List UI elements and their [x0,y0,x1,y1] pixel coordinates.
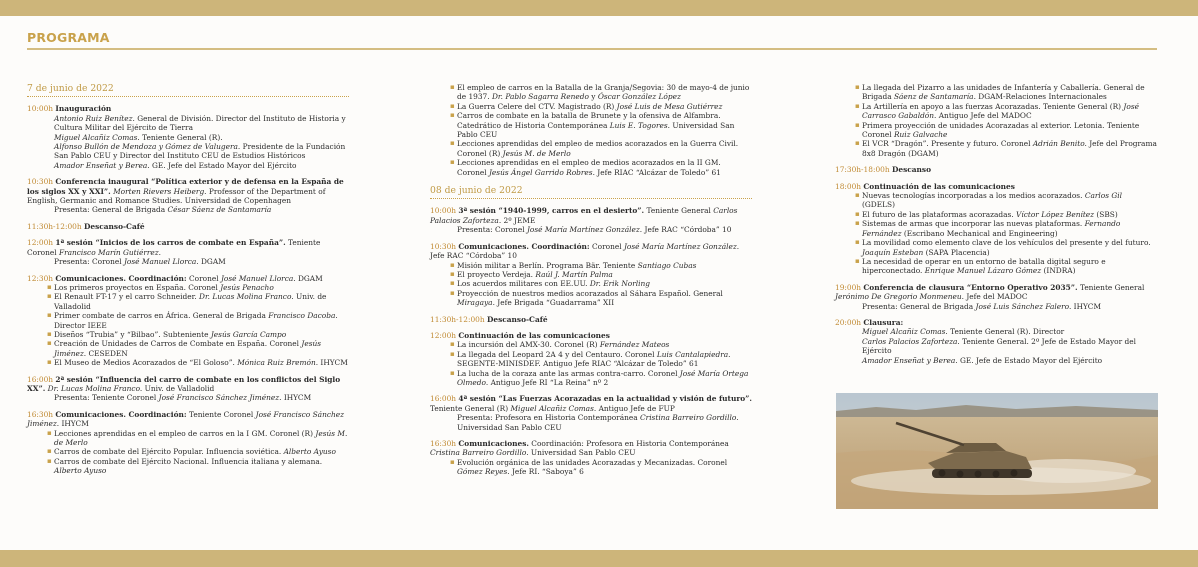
session-heading [835,283,1157,302]
text-span: (GDELS) [862,200,895,210]
session-detail-line [430,225,752,234]
session-bullet-item [27,457,349,476]
person-name: Sáenz de Santamaría. [893,92,976,102]
person-name: Dr. Lucas Molina Franco. [45,383,143,393]
person-name: Carlos Gil [1084,191,1122,201]
session-time: 16:00h [430,394,459,404]
program-session [27,274,349,368]
session-bullet-item [27,358,349,367]
person-name: Alfonso Bullón de Mendoza y Gómez de Valugera. [54,142,241,152]
person-name: Alberto Ayuso [283,447,336,457]
person-name: Víctor López Benítez [1016,209,1095,219]
text-span: Teniente General [644,206,714,216]
page-title: PROGRAMA [27,30,110,45]
session-bullet-item [430,139,752,158]
person-name: Miguel Alcañiz Comas. [510,403,597,413]
session-bullet-item [430,369,752,388]
text-span: Misión militar a Berlín. Programa Bär. Teniente [457,260,638,270]
text-span: Antiguo Jefe del MADOC [936,111,1032,121]
text-span: Presidente de la Fundación San Pablo CEU y Director del Instituto CEU de Estudios Históricos [54,142,346,161]
text-span: La movilidad como elemento clave de los vehículos del presente y del futuro. [862,238,1151,248]
tank-in-desert-image [836,393,1158,509]
text-span: El Renault FT-17 y el carro Schneider. [54,292,200,302]
session-bullet-item [835,121,1157,140]
person-name: Dr. Lucas Molina Franco. [199,292,294,302]
program-session [27,104,349,170]
text-span: La Guerra Celere del CTV. Magistrado (R) [457,101,617,111]
session-time: 10:30h [430,241,459,251]
program-session [430,331,752,387]
program-session [27,238,349,266]
session-title: Continuación de las comunicaciones [863,181,1015,191]
text-span: El empleo de carros en la Batalla de la Granja/Segovia: 30 de mayo-4 de junio de 1937. [457,83,750,102]
text-span: Presenta: Coronel [457,225,527,235]
session-title: Inauguración [55,104,112,114]
text-span: IHYCM [281,393,312,403]
session-heading [430,242,752,261]
session-bullet-item [835,219,1157,238]
session-bullet-item [835,210,1157,219]
session-bullet-item [430,111,752,139]
program-session [430,83,752,177]
session-title: Comunicaciones. Coordinación: [55,273,187,283]
person-name: José Francisco Sánchez Jiménez. [158,393,282,403]
session-detail-line [27,205,349,214]
person-name: Alberto Ayuso [54,466,107,476]
text-span: La lucha de la coraza ante las armas contra-carro. Coronel [457,368,680,378]
text-span: Universidad San Pablo CEU [528,448,636,458]
title-divider [27,48,1157,50]
person-name: José Manuel Llorca. [123,257,199,267]
text-span: Sistemas de armas que incorporar las nuevas plataformas. [862,219,1085,229]
text-span: Universidad San Pablo CEU [457,422,562,432]
session-bullet-item [835,191,1157,210]
session-detail-line [27,257,349,266]
session-heading [27,274,349,283]
text-span: Jefe RI. “Saboya” 6 [509,467,584,477]
text-span: IHYCM [318,358,348,368]
session-bullet-item [27,339,349,358]
session-title: Clausura: [863,317,904,327]
text-span: Jefe del MADOC [964,292,1028,302]
session-time: 11:30h-12:00h [27,221,84,231]
session-bullet-item [835,102,1157,121]
text-span: Jefe del Programa 8x8 Dragón (DGAM) [862,139,1157,158]
session-bullet-item [430,158,752,177]
text-span: (SBS) [1094,209,1118,219]
text-span: Univ. de Valladolid [142,383,215,393]
person-name: Amador Enseñat y Berea. [54,160,150,170]
session-detail-line [835,302,1157,311]
text-span: Nuevas tecnologías incorporadas a los medios acorazados. [862,191,1085,201]
session-heading [430,206,752,225]
person-name: Carlos Palacios Zaforteza. [430,206,738,225]
text-span: Professor of the Department of English, Germanic and Romance Studies. Universidad de Copenhagen [27,186,326,206]
text-span: DGAM [198,257,226,267]
day-heading: 08 de junio de 2022 [430,186,752,199]
program-session [835,318,1157,365]
text-span: Teniente General (R) [430,403,511,413]
session-bullet-item [430,458,752,477]
person-name: José María Ortega Olmedo. [457,368,749,387]
person-name: Francisco Dacoba. [268,311,338,321]
session-title: Comunicaciones. Coordinación: [55,409,187,419]
session-detail-line [835,327,1157,336]
text-span: Jefe Brigada “Guadarrama” XII [494,298,615,308]
person-name: Luis E. Togores. [609,120,671,130]
text-span: Lecciones aprendidas en el empleo de carros en la I GM. Coronel (R) [54,428,316,438]
person-name: Jerónimo De Gregorio Monmeneu. [835,292,964,302]
person-name: Morten Rievers Heiberg. [110,186,207,196]
session-bullet-item [430,289,752,308]
program-column-2 [430,83,752,477]
person-name: Jesús Penacho [220,282,274,292]
person-name: Jesús Ángel Garrido Robres. [488,167,595,177]
session-time: 12:00h [430,330,459,340]
program-session [835,283,1157,311]
program-session [430,439,752,477]
session-title: 4ª sesión “Las Fuerzas Acorazadas en la actualidad y visión de futuro”. [458,394,752,404]
text-span: y [588,92,598,102]
session-heading [27,410,349,429]
person-name: Joaquín Esteban [862,247,924,257]
text-span: IHYCM [59,419,89,429]
text-span: Presenta: General de Brigada [862,301,976,311]
program-session [430,242,752,308]
text-span: Jefe RIAC “Alcázar de Toledo” 61 [594,167,721,177]
person-name: Dr. Pablo Sagarra Renedo [491,92,589,102]
top-band [0,0,1198,16]
session-heading [835,165,1157,174]
text-span: Primer combate de carros en África. General de Brigada [54,311,269,321]
text-span: Teniente General. 2º Jefe de Estado Mayor del Ejército [862,336,1136,356]
text-span: Jefe RAC “Córdoba” 10 [430,251,517,261]
program-column-1 [27,84,349,476]
text-span: Teniente General [1077,282,1145,292]
session-heading [27,375,349,394]
person-name: Gómez Reyes. [457,467,510,477]
text-span: Diseños “Trubia” y “Bilbao”. Subteniente [54,329,211,339]
session-bullet-item [430,350,752,369]
text-span: Universidad San Pablo CEU [457,120,735,140]
bottom-band [0,550,1198,567]
session-bullet-item [430,261,752,270]
session-heading [430,331,752,340]
text-span: La llegada del Leopard 2A 4 y del Centauro. Coronel [457,349,657,359]
text-span: Presenta: Coronel [54,257,124,267]
session-detail-line [27,114,349,133]
tank-photo [836,393,1158,509]
program-session [430,315,752,324]
session-title: 3ª sesión “1940-1999, carros en el desierto”. [458,206,645,216]
session-detail-line [27,393,349,402]
program-column-3 [835,83,1157,365]
person-name: José María Martínez González. [623,241,740,251]
text-span: Evolución orgánica de las unidades Acorazadas y Mecanizadas. Coronel [457,457,728,467]
session-bullet-item [27,311,349,330]
person-name: José María Martínez González. [526,225,643,235]
text-span: Creación de Unidades de Carros de Combate en España. Coronel [54,339,302,349]
session-bullet-item [27,447,349,456]
person-name: Amador Enseñat y Berea. [862,355,958,365]
text-span: El Museo de Medios Acorazados de “El Goloso”. [54,358,238,368]
program-session [430,394,752,432]
text-span: El futuro de las plataformas acorazadas. [862,209,1017,219]
program-session [27,177,349,215]
person-name: Francisco Marín Gutiérrez. [58,247,162,257]
text-span: La Artillería en apoyo a las fuerzas Acorazadas. Teniente General (R) [862,101,1124,111]
session-time: 10:00h [430,206,459,216]
text-span: La llegada del Pizarro a las unidades de Infantería y Caballería. General de Brigada [862,83,1145,102]
text-span: Primera proyección de unidades Acorazadas al exterior. Letonia. Teniente Coronel [862,120,1140,140]
text-span: General de División. Director del Instituto de Historia y Cultura Militar del Ejército de Tierra [54,113,346,133]
session-bullet-item [835,83,1157,102]
text-span: Director IEEE [54,320,107,330]
session-time: 19:00h [835,282,864,292]
text-span: Teniente Coronel [27,238,321,257]
program-session [27,410,349,476]
text-span: Coronel [186,273,221,283]
text-span: Presenta: Profesora en Historia Contemporánea [457,413,640,423]
text-span: Univ. de Valladolid [54,292,327,311]
text-span: Los primeros proyectos en España. Coronel [54,282,221,292]
person-name: José Manuel Llorca. [220,273,296,283]
person-name: Antonio Ruiz Benítez. [54,113,135,123]
session-heading [430,315,752,324]
session-detail-line [27,133,349,142]
session-detail-line [27,142,349,161]
session-title: 2ª sesión “Influencia del carro de combate en los conflictos del Siglo XX”. [27,374,341,393]
session-heading [27,222,349,231]
text-span: La incursión del AMX-30. Coronel (R) [457,340,600,350]
session-time: 12:30h [27,273,56,283]
session-time: 20:00h [835,317,864,327]
session-bullet-item [27,429,349,448]
text-span: (SAPA Placencia) [923,247,990,257]
session-bullet-item [430,279,752,288]
person-name: Raúl J. Martín Palma [535,269,613,279]
session-bullet-item [835,257,1157,276]
session-title: Continuación de las comunicaciones [458,330,610,340]
text-span: Carros de combate en la batalla de Brunete y la ofensiva de Alfambra. Catedrático de Historia Contemporánea [457,111,721,130]
person-name: Miragaya. [457,298,495,308]
text-span: Antiguo Jefe RI “La Reina” nº 2 [488,377,609,387]
person-name: Dr. Erik Norling [589,279,651,289]
session-bullet-item [430,102,752,111]
text-span: El proyecto Verdeja. [457,269,536,279]
session-time: 16:30h [27,409,56,419]
person-name: Miguel Alcañiz Comas. [862,327,948,337]
program-session [835,83,1157,158]
text-span: (Escribano Mechanical and Engineering) [901,228,1058,238]
program-session [430,206,752,234]
person-name: Fernández Mateos [599,340,670,350]
text-span: Coordinación: Profesora en Historia Contemporánea [528,439,729,448]
session-bullet-item [430,340,752,349]
text-span: Carros de combate del Ejército Nacional. Influencia italiana y alemana. [54,456,323,466]
session-heading [430,394,752,413]
session-title: Descanso-Café [486,314,548,324]
person-name: José Carrasco Gabaldón. [862,101,1139,121]
text-span: Teniente General (R). [139,132,223,142]
text-span: Teniente Coronel [186,409,256,419]
person-name: José Luis Sánchez Falero. [975,301,1072,311]
text-span: CESEDEN [86,348,128,358]
person-name: Santiago Cubas [637,260,697,270]
person-name: César Sáenz de Santamaría [167,205,272,215]
session-bullet-item [27,283,349,292]
person-name: Jesús Jiménez. [54,339,322,358]
session-time: 10:00h [27,104,56,114]
person-name: Luis Cantalapiedra. [656,349,731,359]
session-detail-line [430,413,752,432]
session-heading [430,439,752,458]
text-span: Carros de combate del Ejército Popular. Influencia soviética. [54,447,284,457]
person-name: José Francisco Sánchez Jiménez. [27,409,344,429]
session-title: Descanso [891,165,931,175]
person-name: Adrián Benito. [1032,139,1087,149]
session-heading [27,238,349,257]
text-span: DGAM [295,273,323,283]
session-heading [27,104,349,113]
session-time: 16:30h [430,439,459,448]
person-name: Jesús García Campo [210,329,287,339]
text-span: Presenta: General de Brigada [54,205,168,215]
program-session [835,182,1157,276]
text-span: Antiguo Jefe de FUP [596,403,675,413]
text-span: Coronel [589,241,624,251]
person-name: Enrique Manuel Lázaro Gómez [924,266,1042,276]
text-span: 2º JEME [501,215,536,225]
text-span: Los acuerdos militares con EE.UU. [457,279,590,289]
text-span: (INDRA) [1041,266,1076,276]
text-span: Jefe RAC “Córdoba” 10 [642,225,732,235]
day-heading: 7 de junio de 2022 [27,84,349,97]
text-span: IHYCM [1071,301,1102,311]
person-name: Jesús M. de Merlo [502,148,571,158]
session-heading [835,318,1157,327]
program-session [835,165,1157,174]
person-name: Cristina Barreiro Gordillo. [430,448,529,458]
text-span: La necesidad de operar en un entorno de batalla digital seguro e hiperconectado. [862,256,1106,276]
text-span: SEGENTE-MINISDEF. Antiguo Jefe RIAC “Alcázar de Toledo” 61 [457,359,699,369]
program-session [27,222,349,231]
session-title: Descanso-Café [83,221,145,231]
session-title: Comunicaciones. Coordinación: [458,241,590,251]
session-time: 17:30h-18:00h [835,165,892,175]
session-heading [835,182,1157,191]
session-bullet-item [27,292,349,311]
session-bullet-item [27,330,349,339]
program-session [27,375,349,403]
session-time: 12:00h [27,238,56,248]
text-span: Lecciones aprendidas del empleo de medios acorazados en la Guerra Civil. Coronel (R) [457,139,739,158]
session-detail-line [835,337,1157,356]
text-span: GE. Jefe de Estado Mayor del Ejército [957,355,1103,365]
session-detail-line [27,161,349,170]
text-span: Proyección de nuestros medios acorazados al Sáhara Español. General [457,288,723,298]
session-time: 18:00h [835,181,864,191]
text-span: Lecciones aprendidas en el empleo de medios acorazados en la II GM. Coronel [457,158,721,177]
person-name: Jesús M. de Merlo [54,428,348,447]
session-heading [27,177,349,205]
session-title: Conferencia inaugural “Política exterior y de defensa en la España de los siglos XX y XXI”. [27,177,344,196]
session-bullet-item [835,238,1157,257]
session-title: Comunicaciones. [458,439,529,448]
person-name: José Luis de Mesa Gutiérrez [616,101,723,111]
session-title: Conferencia de clausura “Entorno Operativo 2035”. [863,282,1078,292]
session-bullet-item [835,139,1157,158]
person-name: Cristina Barreiro Gordillo. [640,413,739,423]
person-name: Fernando Fernández [862,219,1121,238]
text-span: Presenta: Teniente Coronel [54,393,159,403]
session-time: 16:00h [27,374,56,384]
text-span: GE. Jefe del Estado Mayor del Ejército [149,160,297,170]
person-name: Carlos Palacios Zaforteza. [862,336,960,346]
person-name: Mónica Ruiz Bremón. [237,358,319,368]
session-detail-line [835,356,1157,365]
person-name: Óscar González López [597,92,681,102]
text-span: El VCR “Dragón”. Presente y futuro. Coronel [862,139,1033,149]
session-time: 10:30h [27,177,56,187]
text-span: DGAM-Relaciones Internacionales [975,92,1107,102]
session-bullet-item [430,83,752,102]
session-bullet-item [430,270,752,279]
person-name: Ruiz Galvache [893,130,948,140]
text-span: Teniente General (R). Director [947,327,1065,337]
session-time: 11:30h-12:00h [430,314,487,324]
session-title: 1ª sesión “Inicios de los carros de combate en España”. [55,238,286,248]
person-name: Miguel Alcañiz Comas. [54,132,140,142]
